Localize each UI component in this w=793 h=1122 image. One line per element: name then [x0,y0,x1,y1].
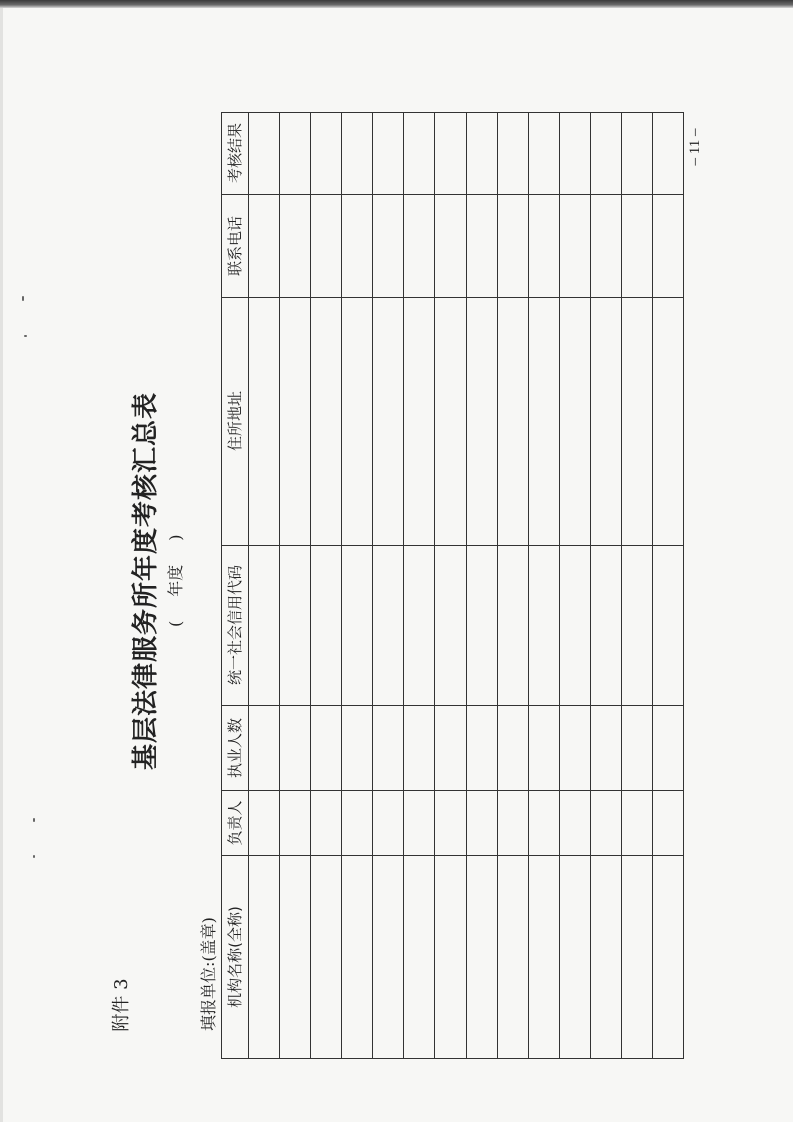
row-divider [434,112,435,1058]
header-phone: 联系电话 [225,215,244,276]
column-divider [221,297,683,298]
fill-unit-label: 填报单位:(盖章) [199,917,218,1031]
table-border-left [221,112,222,1058]
column-divider [221,705,683,706]
year-label: 年度 [166,564,185,597]
page-number: – 11 – [687,128,703,166]
row-divider [372,112,373,1058]
row-divider [590,112,591,1058]
row-divider [310,112,311,1058]
header-result: 考核结果 [225,123,244,184]
year-open-paren: ( [166,620,185,627]
row-divider [621,112,622,1058]
row-divider [559,112,560,1058]
column-divider [221,194,683,195]
attachment-label: 附件 3 [111,978,132,1032]
header-org-name: 机构名称(全称) [225,905,244,1008]
header-practitioner-count: 执业人数 [225,717,244,778]
page-title: 基层法律服务所年度考核汇总表 [131,392,161,771]
row-divider [341,112,342,1058]
scan-speck [33,855,35,858]
column-divider [221,855,683,856]
header-address: 住所地址 [225,391,244,452]
row-divider [466,112,467,1058]
table-border-bottom [221,1058,684,1059]
scan-border-left [0,8,3,1122]
row-divider [248,112,249,1058]
table-border-top [221,112,683,113]
table-border-right [683,112,684,1058]
scan-speck [22,296,24,301]
row-divider [279,112,280,1058]
header-person-in-charge: 负责人 [225,800,244,846]
scan-speck [24,335,27,337]
header-credit-code: 统一社会信用代码 [225,565,244,686]
column-divider [221,790,683,791]
row-divider [403,112,404,1058]
row-divider [528,112,529,1058]
scan-speck [33,818,35,822]
year-close-paren: ) [166,534,185,541]
row-divider [652,112,653,1058]
scan-border-top [0,0,793,8]
row-divider [497,112,498,1058]
year-line [164,511,188,651]
column-divider [221,545,683,546]
